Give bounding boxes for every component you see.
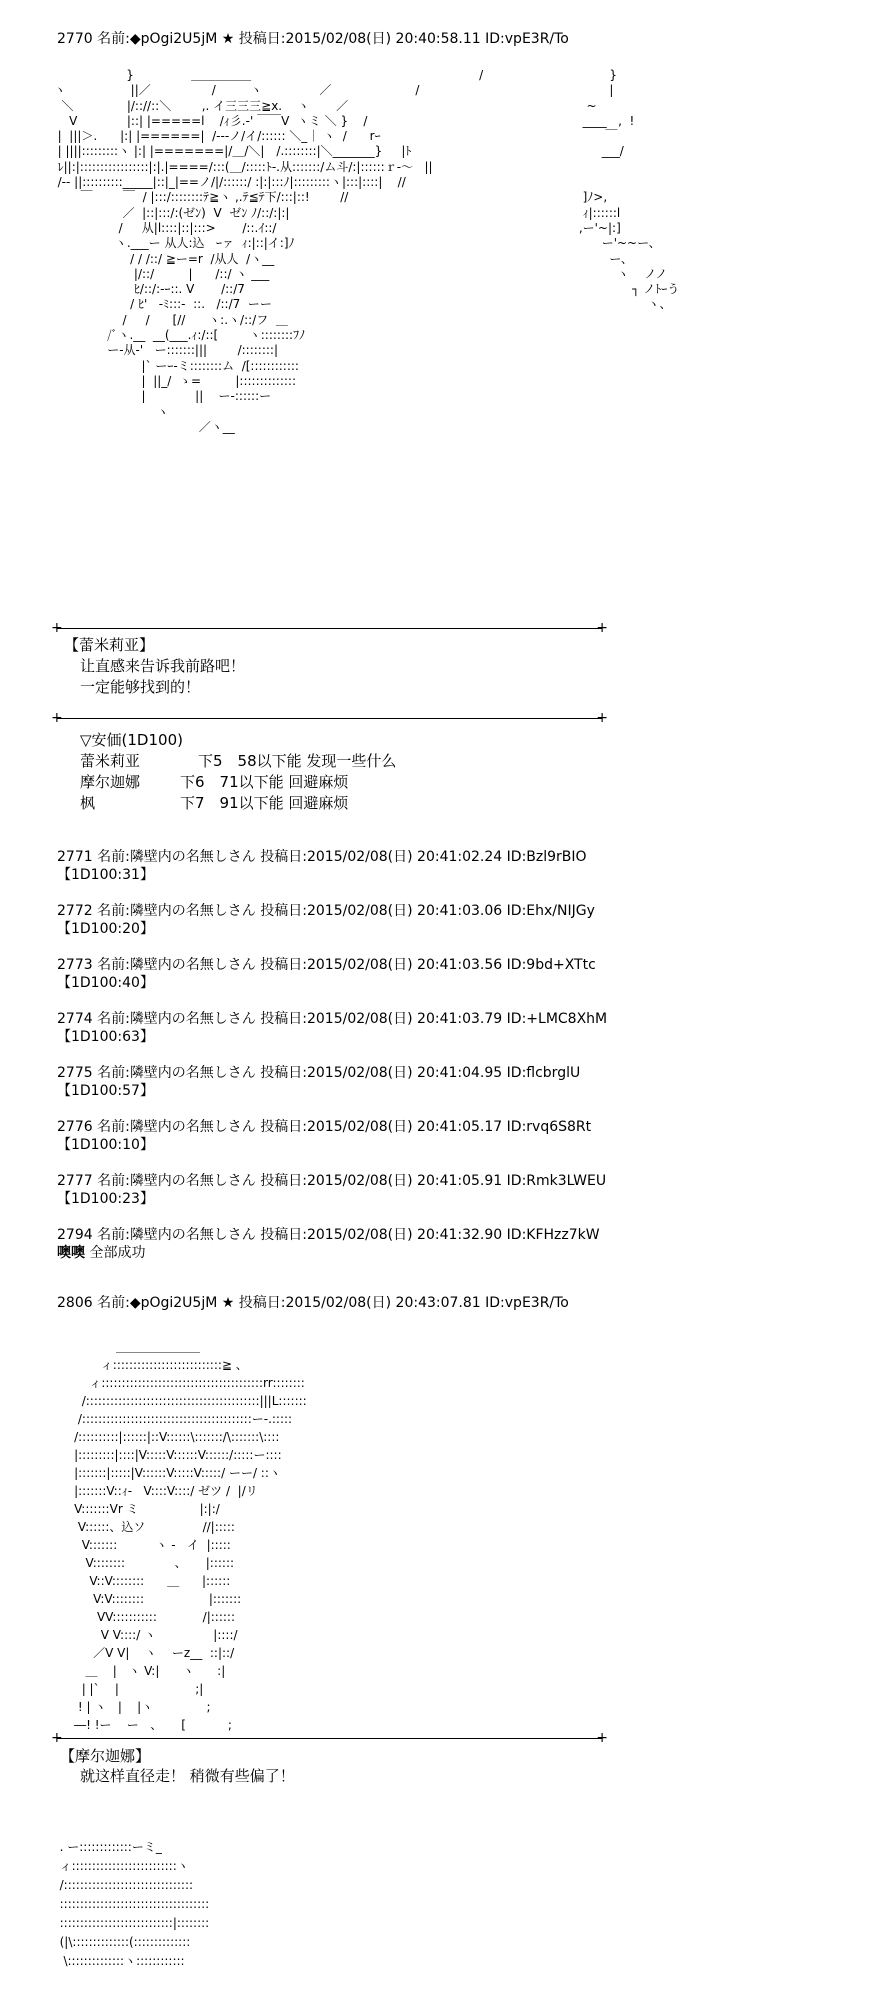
post-number: 2774 — [57, 1011, 93, 1027]
post-date: 2015/02/08(日) 20:41:05.91 — [306, 1173, 503, 1189]
separator-cross-icon: + — [596, 620, 608, 636]
name-label: 名前: — [97, 903, 130, 919]
post-header-2806 — [57, 1294, 569, 1312]
separator — [51, 710, 608, 726]
post-date: 2015/02/08(日) 20:41:32.90 — [306, 1227, 503, 1243]
name-label: 名前: — [97, 1065, 130, 1081]
dice-result: 【1D100:31】 — [57, 867, 154, 883]
separator-cross-icon: + — [596, 1730, 608, 1746]
poster-name: ◆pOgi2U5jM ★ — [129, 1295, 235, 1311]
dialogue-line: 就这样直径走！ 稍微有些偏了！ — [80, 1767, 295, 1785]
name-label: 名前: — [97, 1173, 130, 1189]
poster-id: ID:flcbrglU — [506, 1065, 581, 1081]
ascii-art-morgiana: ＿＿＿＿＿＿＿ ィ:::::::::::::::::::::::::::≧ 、 ィ::::::::::::::::::::::::::::::::::::::::rr:::::::: /:::::::::::::::::::::::::::::::::::::::::::|||L::::::: /::::::::::::::::::::::::::::::::::::::::::ー-.::::: /::::::::::|::::::|::V::::::\:::::::/\:::::::\:::: |:::::::::|::::|V:::::V::::::V::::::/:::::ー:::: |:::::::|:::::|V::::::V:::::V:::::/ ーー/ ::ヽ |:::::::V::ｨ- V::::V::::/ ゼツ / |/リ V:::::::Vr ミ |:|:/ V::::::、込ソ //|::::: V::::::: ヽ - イ |::::: V:::::::: 、 |:::::: V::V:::::::: ＿ |:::::: V:V:::::::: |::::::: VV::::::::::: /|:::::: V V::::/ ヽ |::::/ ／V V| ヽ ーz__ ::|::/ ＿ | ヽ V:| ヽ :| | |` | ;| ! | ヽ | |ヽ ; ―! !ー ー 、 [ ; — [74, 1340, 307, 1732]
post-number: 2775 — [57, 1065, 93, 1081]
post-date: 2015/02/08(日) 20:41:02.24 — [306, 849, 503, 865]
post-header-2770 — [57, 30, 569, 48]
roll-row-name: 摩尔迦娜 — [80, 773, 141, 791]
post-number: 2806 — [57, 1295, 93, 1311]
roll-title: ▽安価(1D100) — [80, 731, 183, 749]
post-date: 2015/02/08(日) 20:40:58.11 — [285, 31, 481, 47]
post-body — [57, 1244, 145, 1262]
post-date: 2015/02/08(日) 20:41:04.95 — [306, 1065, 503, 1081]
name-label: 名前: — [97, 849, 130, 865]
poster-name: 隣壁内の名無しさん — [129, 1011, 256, 1027]
poster-id: ID:vpE3R/To — [485, 31, 569, 47]
ascii-art-partial: . ー:::::::::::::ーミ_ ィ::::::::::::::::::::::::::ヽ /:::::::::::::::::::::::::::::::: ::::::::::::::::::::::::::::::::::::: ::::::::::::::::::::::::::::|:::::::: (|\::::::::::::::(:::::::::::::: \::::::::::::::ヽ:::::::::::: — [59, 1840, 210, 1968]
post-header-2774 — [57, 1010, 607, 1028]
date-label: 投稿日: — [260, 1065, 307, 1081]
poster-name: ◆pOgi2U5jM ★ — [129, 31, 235, 47]
poster-name: 隣壁内の名無しさん — [129, 1065, 256, 1081]
dice-result: 【1D100:20】 — [57, 921, 154, 937]
post-date: 2015/02/08(日) 20:43:07.81 — [285, 1295, 481, 1311]
ascii-art-remilia: } ＿＿＿＿＿ / ヽ ||／ / ヽ ／ / ＼ |/:://::＼ ,. イ三三三≧x. ヽ ／ V |::| |=====l /ｨ彡.‐' ￣￣V ヽミ ＼ } / | |||＞. |:| |======| /---ノ/イ/:::::: ＼_｜ ヽ / rｰ | ||||:::::::::ヽ |:| |=======|/＿/＼| /.::::::::|＼_______} |ﾄ ﾚ||:|:::::::::::::::::|:|.|====/:::(＿/:::::ﾄ-.从:::::::/ム斗/:|::::::ｒ-〜 || /-- ||::::::::::_____|::|_|==ノ/|/::::::/ :|:|:::ﾉ|:::::::::ヽ|:::|::::| // ￣ ￣ / |:::/::::::::ﾃ≧ヽ ,.ﾃ≦ﾃ下/:::|::! // ／ |::|:::/:(ゼﾝ) V ゼﾝ ﾉ/::/:|:| / 从|l::::|::|:::> /::.ｲ::/ ヽ.___ー 从人:込 ｰァ ｨ:|::|イ:]ﾉ / / /::/ ≧ー=r /从人 /ヽ__ |/::/ | /::/ ヽ ___ ﾋ/::/:-ｰ::. V /::/7 / ﾋ' -ﾐ:::- ::. /::/7 ーー / / [// ヽ:.ヽ/::/フ ＿ /ﾞヽ.__ __(___.ｨ:/::[ ヽ::::::::ﾌﾉ ー-从-' ー:::::::||| /::::::::| |` ーｰ-ミ::::::::ム /[:::::::::::: | ||_/ ゝ= |:::::::::::::: | || ー-::::::ー ヽ ／ヽ__ — [53, 68, 484, 434]
post-number: 2770 — [57, 31, 93, 47]
post-header-2776 — [57, 1118, 591, 1136]
post-number: 2776 — [57, 1119, 93, 1135]
poster-name: 隣壁内の名無しさん — [129, 1173, 256, 1189]
post-header-2775 — [57, 1064, 580, 1082]
date-label: 投稿日: — [260, 1119, 307, 1135]
poster-name: 隣壁内の名無しさん — [129, 1119, 256, 1135]
post-date: 2015/02/08(日) 20:41:03.56 — [306, 957, 503, 973]
poster-id: ID:Bzl9rBIO — [506, 849, 587, 865]
poster-id: ID:vpE3R/To — [485, 1295, 569, 1311]
poster-name: 隣壁内の名無しさん — [129, 1227, 256, 1243]
speaker-name: 【摩尔迦娜】 — [60, 1747, 151, 1765]
poster-id: ID:Ehx/NIJGy — [506, 903, 595, 919]
dice-result: 【1D100:63】 — [57, 1029, 154, 1045]
post-body-bold: 噢噢 — [57, 1245, 85, 1261]
post-header-2771 — [57, 848, 587, 866]
poster-id: ID:9bd+XTtc — [506, 957, 596, 973]
separator-cross-icon: + — [51, 1730, 63, 1746]
poster-id: ID:+LMC8XhM — [506, 1011, 608, 1027]
dice-result: 【1D100:10】 — [57, 1137, 154, 1153]
roll-row-name: 蕾米莉亚 — [80, 752, 141, 770]
poster-name: 隣壁内の名無しさん — [129, 957, 256, 973]
date-label: 投稿日: — [260, 849, 307, 865]
dialogue-line: 一定能够找到的！ — [80, 678, 201, 696]
separator-cross-icon: + — [51, 620, 63, 636]
date-label: 投稿日: — [260, 1173, 307, 1189]
roll-row-text: 下7 91以下能 回避麻烦 — [180, 794, 349, 812]
post-header-2777 — [57, 1172, 606, 1190]
post-number: 2772 — [57, 903, 93, 919]
poster-id: ID:Rmk3LWEU — [506, 1173, 607, 1189]
post-header-2794 — [57, 1226, 600, 1244]
poster-name: 隣壁内の名無しさん — [129, 903, 256, 919]
poster-id: ID:rvq6S8Rt — [506, 1119, 592, 1135]
ascii-art-remilia-right: } | ~ ____ , ! ￣ ___/ ]ﾉ>, ｨ|::::::l ,ー'~|:] ー'~~ー、 ー、 ヽ ノノ ┐ ノﾄｰう ヽ、 — [578, 68, 680, 312]
date-label: 投稿日: — [260, 957, 307, 973]
dice-result: 【1D100:57】 — [57, 1083, 154, 1099]
separator-cross-icon: + — [51, 710, 63, 726]
date-label: 投稿日: — [260, 903, 307, 919]
name-label: 名前: — [97, 1227, 130, 1243]
roll-row-text: 下6 71以下能 回避麻烦 — [180, 773, 349, 791]
dice-result: 【1D100:23】 — [57, 1191, 154, 1207]
poster-id: ID:KFHzz7kW — [506, 1227, 600, 1243]
roll-row-name: 枫 — [80, 794, 96, 812]
post-date: 2015/02/08(日) 20:41:03.06 — [306, 903, 503, 919]
post-header-2773 — [57, 956, 596, 974]
post-header-2772 — [57, 902, 595, 920]
date-label: 投稿日: — [238, 1295, 286, 1311]
name-label: 名前: — [97, 31, 130, 47]
speaker-name: 【蕾米莉亚】 — [64, 636, 155, 654]
date-label: 投稿日: — [260, 1011, 307, 1027]
post-date: 2015/02/08(日) 20:41:03.79 — [306, 1011, 503, 1027]
separator — [51, 620, 608, 636]
name-label: 名前: — [97, 1011, 130, 1027]
roll-row-text: 下5 58以下能 发现一些什么 — [198, 752, 397, 770]
separator — [51, 1730, 608, 1746]
dice-result: 【1D100:40】 — [57, 975, 154, 991]
name-label: 名前: — [97, 1295, 130, 1311]
post-date: 2015/02/08(日) 20:41:05.17 — [306, 1119, 503, 1135]
date-label: 投稿日: — [238, 31, 286, 47]
name-label: 名前: — [97, 1119, 130, 1135]
name-label: 名前: — [97, 957, 130, 973]
post-number: 2773 — [57, 957, 93, 973]
post-number: 2794 — [57, 1227, 93, 1243]
post-number: 2777 — [57, 1173, 93, 1189]
poster-name: 隣壁内の名無しさん — [129, 849, 256, 865]
date-label: 投稿日: — [260, 1227, 307, 1243]
post-number: 2771 — [57, 849, 93, 865]
separator-cross-icon: + — [596, 710, 608, 726]
dialogue-line: 让直感来告诉我前路吧！ — [80, 657, 246, 675]
post-body-text: 全部成功 — [89, 1245, 146, 1261]
